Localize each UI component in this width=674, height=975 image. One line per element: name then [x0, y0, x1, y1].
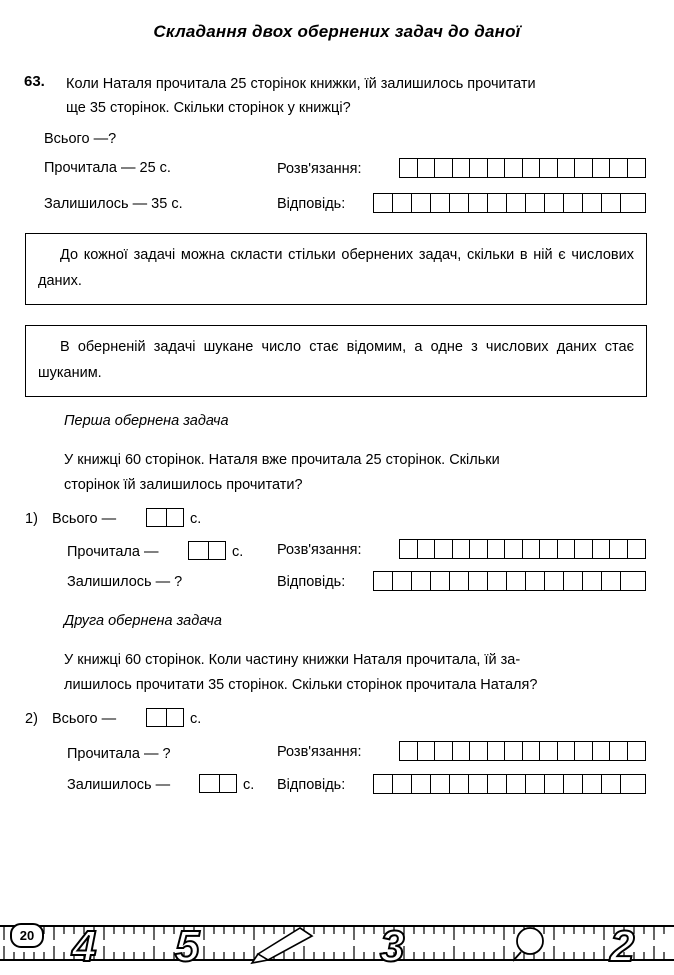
answer-cell[interactable] — [583, 775, 602, 793]
answer-cell[interactable] — [435, 742, 453, 760]
answer-cell[interactable] — [593, 742, 611, 760]
answer-cell[interactable] — [450, 194, 469, 212]
answer-cell[interactable] — [412, 572, 431, 590]
answer-cell[interactable] — [564, 572, 583, 590]
answer-cell[interactable] — [450, 775, 469, 793]
answer-cell[interactable] — [593, 159, 611, 177]
answer-cell[interactable] — [453, 742, 471, 760]
inverse-1-statement — [64, 448, 648, 498]
answer-cell[interactable] — [621, 572, 640, 590]
svg-text:2: 2 — [610, 922, 635, 970]
answer-cell[interactable] — [374, 572, 393, 590]
page-title: Складання двох обернених задач до даної — [153, 22, 521, 41]
answer-cell[interactable] — [470, 159, 488, 177]
svg-text:4: 4 — [72, 922, 97, 970]
inverse-2-item-number: 2) — [25, 711, 38, 727]
task-number: 63. — [24, 73, 45, 90]
answer-cell[interactable] — [545, 572, 564, 590]
answer-cell[interactable] — [469, 572, 488, 590]
answer-cell[interactable] — [602, 572, 621, 590]
note-1-text: До кожної задачі можна скласти стільки обернених задач, скільки в ній є числових даних. — [38, 247, 634, 289]
inverse-1-read-suffix: с. — [232, 544, 244, 560]
answer-cell[interactable] — [488, 572, 507, 590]
answer-cell[interactable] — [526, 775, 545, 793]
inverse-1-solution-input[interactable] — [399, 539, 646, 559]
answer-cell[interactable] — [418, 540, 436, 558]
inverse-2-heading: Друга обернена задача — [64, 613, 222, 629]
task-label-read: Прочитала — 25 с. — [44, 160, 171, 176]
cell-divider — [208, 542, 209, 559]
inverse-2-left-suffix: с. — [243, 777, 255, 793]
inverse-2-answer-label: Відповідь: — [277, 777, 346, 793]
answer-cell[interactable] — [431, 572, 450, 590]
inverse-2-left-label: Залишилось — — [67, 777, 171, 793]
inverse-1-solution-label: Розв'язання: — [277, 542, 362, 558]
answer-cell[interactable] — [602, 775, 621, 793]
task-label-solution: Розв'язання: — [277, 161, 362, 177]
answer-cell[interactable] — [469, 194, 488, 212]
answer-cell[interactable] — [431, 194, 450, 212]
answer-cell[interactable] — [505, 540, 523, 558]
answer-cell[interactable] — [523, 159, 541, 177]
svg-text:3: 3 — [380, 922, 405, 970]
cell-divider — [219, 775, 220, 792]
answer-cell[interactable] — [488, 742, 506, 760]
task-statement-line2: ще 35 сторінок. Скільки сторінок у книжці? — [66, 100, 351, 116]
footer-ruler-decoration — [0, 908, 674, 970]
answer-cell[interactable] — [507, 775, 526, 793]
answer-cell[interactable] — [400, 742, 418, 760]
inverse-1-answer-label: Відповідь: — [277, 574, 346, 590]
svg-text:5: 5 — [175, 922, 200, 970]
answer-cell[interactable] — [470, 540, 488, 558]
answer-cell[interactable] — [488, 540, 506, 558]
answer-cell[interactable] — [453, 540, 471, 558]
answer-cell[interactable] — [545, 194, 564, 212]
inverse-1-answer-input[interactable] — [373, 571, 646, 591]
answer-cell[interactable] — [610, 742, 628, 760]
answer-cell[interactable] — [488, 159, 506, 177]
inverse-2-left-input[interactable] — [199, 774, 237, 793]
cell-divider — [166, 709, 167, 726]
answer-cell[interactable] — [418, 742, 436, 760]
answer-cell[interactable] — [393, 572, 412, 590]
task-statement-line1: Коли Наталя прочитала 25 сторінок книжки, їй залишилось прочитати — [66, 76, 536, 92]
answer-cell[interactable] — [564, 194, 583, 212]
answer-cell[interactable] — [610, 159, 628, 177]
answer-cell[interactable] — [628, 742, 645, 760]
answer-cell[interactable] — [469, 775, 488, 793]
answer-cell[interactable] — [540, 742, 558, 760]
answer-cell[interactable] — [507, 572, 526, 590]
answer-cell[interactable] — [453, 159, 471, 177]
answer-cell[interactable] — [470, 742, 488, 760]
answer-cell[interactable] — [412, 775, 431, 793]
answer-cell[interactable] — [558, 540, 576, 558]
answer-cell[interactable] — [610, 540, 628, 558]
inverse-1-total-suffix: с. — [190, 511, 202, 527]
note-2-text: В оберненій задачі шукане число стає відомим, а одне з числових даних стає шуканим. — [38, 339, 634, 381]
answer-cell[interactable] — [628, 159, 645, 177]
answer-cell[interactable] — [583, 572, 602, 590]
answer-cell[interactable] — [540, 540, 558, 558]
answer-cell[interactable] — [435, 159, 453, 177]
inverse-1-heading: Перша обернена задача — [64, 413, 229, 429]
inverse-1-total-label: Всього — — [52, 511, 117, 527]
answer-cell[interactable] — [621, 775, 640, 793]
answer-cell[interactable] — [526, 194, 545, 212]
answer-cell[interactable] — [488, 775, 507, 793]
answer-cell[interactable] — [523, 540, 541, 558]
answer-cell[interactable] — [621, 194, 640, 212]
answer-cell[interactable] — [374, 194, 393, 212]
answer-cell[interactable] — [505, 159, 523, 177]
task-label-total: Всього —? — [44, 131, 117, 147]
answer-cell[interactable] — [583, 194, 602, 212]
inverse-1-read-input[interactable] — [188, 541, 226, 560]
inverse-2-line2: лишилось прочитати 35 сторінок. Скільки сторінок прочитала Наталя? — [64, 677, 538, 693]
task-label-answer: Відповідь: — [277, 196, 346, 212]
answer-cell[interactable] — [435, 540, 453, 558]
answer-cell[interactable] — [575, 540, 593, 558]
answer-cell[interactable] — [400, 540, 418, 558]
note-box-1 — [25, 233, 647, 305]
answer-cell[interactable] — [593, 540, 611, 558]
inverse-2-answer-input[interactable] — [373, 774, 646, 794]
inverse-2-read-label: Прочитала — ? — [67, 746, 171, 762]
inverse-2-total-label: Всього — — [52, 711, 117, 727]
inverse-2-total-suffix: с. — [190, 711, 202, 727]
answer-cell[interactable] — [564, 775, 583, 793]
answer-cell[interactable] — [488, 194, 507, 212]
answer-cell[interactable] — [507, 194, 526, 212]
task-statement — [66, 72, 648, 120]
answer-cell[interactable] — [628, 540, 645, 558]
inverse-1-line2: сторінок їй залишилось прочитати? — [64, 477, 303, 493]
answer-cell[interactable] — [545, 775, 564, 793]
answer-cell[interactable] — [431, 775, 450, 793]
inverse-2-solution-input[interactable] — [399, 741, 646, 761]
cell-divider — [166, 509, 167, 526]
task-answer-input[interactable] — [373, 193, 646, 213]
answer-cell[interactable] — [418, 159, 436, 177]
task-solution-input[interactable] — [399, 158, 646, 178]
answer-cell[interactable] — [412, 194, 431, 212]
inverse-1-total-input[interactable] — [146, 508, 184, 527]
answer-cell[interactable] — [450, 572, 469, 590]
inverse-1-read-label: Прочитала — — [67, 544, 159, 560]
inverse-2-line1: У книжці 60 сторінок. Коли частину книжки Наталя прочитала, їй за- — [64, 652, 521, 668]
note-box-2 — [25, 325, 647, 397]
inverse-2-total-input[interactable] — [146, 708, 184, 727]
answer-cell[interactable] — [505, 742, 523, 760]
answer-cell[interactable] — [523, 742, 541, 760]
answer-cell[interactable] — [526, 572, 545, 590]
inverse-1-line1: У книжці 60 сторінок. Наталя вже прочитала 25 сторінок. Скільки — [64, 452, 500, 468]
answer-cell[interactable] — [602, 194, 621, 212]
answer-cell[interactable] — [393, 775, 412, 793]
inverse-1-left-label: Залишилось — ? — [67, 574, 183, 590]
page-number: 20 — [10, 923, 44, 948]
inverse-1-item-number: 1) — [25, 511, 38, 527]
answer-cell[interactable] — [400, 159, 418, 177]
answer-cell[interactable] — [393, 194, 412, 212]
answer-cell[interactable] — [558, 159, 576, 177]
answer-cell[interactable] — [575, 159, 593, 177]
answer-cell[interactable] — [374, 775, 393, 793]
inverse-2-statement — [64, 648, 648, 698]
answer-cell[interactable] — [575, 742, 593, 760]
task-label-left: Залишилось — 35 с. — [44, 196, 183, 212]
answer-cell[interactable] — [558, 742, 576, 760]
inverse-2-solution-label: Розв'язання: — [277, 744, 362, 760]
answer-cell[interactable] — [540, 159, 558, 177]
